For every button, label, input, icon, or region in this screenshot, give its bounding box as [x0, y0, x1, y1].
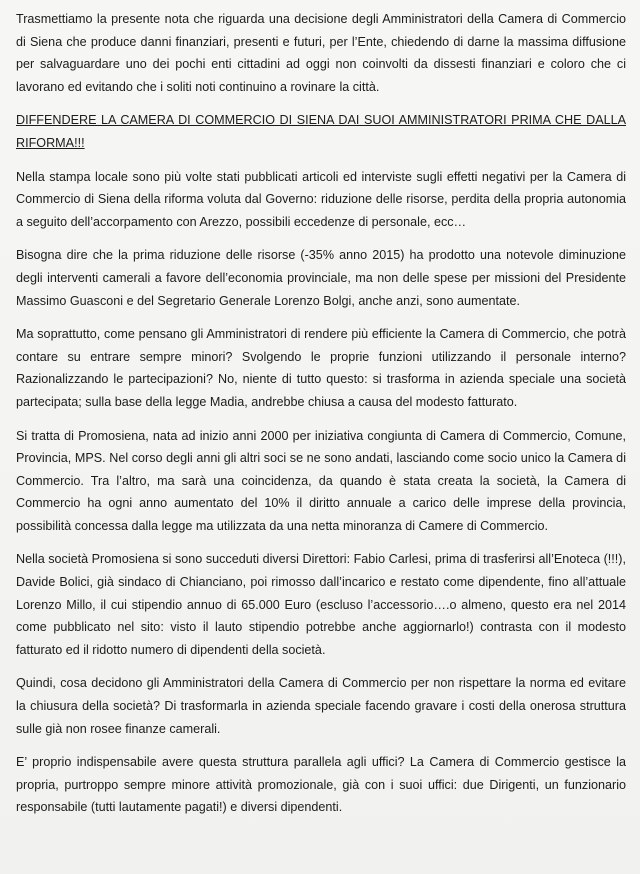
body-paragraph-2: Bisogna dire che la prima riduzione delle risorse (-35% anno 2015) ha prodotto una notevole diminuzione degli interventi camerali a favore dell’economia provinciale, ma non delle spese per missioni del Presidente Massimo Guasconi e del Segretario Generale Lorenzo Bolgi, anche anzi, sono aumentate. — [16, 248, 626, 308]
document-headline: DIFFENDERE LA CAMERA DI COMMERCIO DI SIENA DAI SUOI AMMINISTRATORI PRIMA CHE DALLA RIFORMA!!! — [16, 113, 626, 150]
body-paragraph-1: Nella stampa locale sono più volte stati pubblicati articoli ed interviste sugli effetti negativi per la Camera di Commercio di Siena della riforma voluta dal Governo: riduzione delle risorse, perdita della propria autonomia a seguito dell’accorpamento con Arezzo, possibili eccedenze di personale, ecc… — [16, 169, 626, 229]
body-paragraph-4: Si tratta di Promosiena, nata ad inizio anni 2000 per iniziativa congiunta di Camera di Commercio, Comune, Provincia, MPS. Nel corso degli anni gli altri soci se ne sono andati, lasciando come socio unico la Camera di Commercio. Tra l’altro, ma sarà una coincidenza, da quando è stata creata la società, la Camera di Commercio ha ogni anno aumentato del 10% il diritto annuale a carico delle imprese della provincia, possibilità concessa dalla legge ma utilizzata da una netta minoranza di Camere di Commercio. — [16, 428, 626, 533]
intro-paragraph: Trasmettiamo la presente nota che riguarda una decisione degli Amministratori della Camera di Commercio di Siena che produce danni finanziari, presenti e futuri, per l’Ente, chiedendo di darne la massima diffusione per salvaguardare uno dei pochi enti cittadini ad oggi non coinvolti da dissesti finanziari e coloro che ci lavorano ed evitando che i soliti noti continuino a rovinare la città. — [16, 12, 626, 94]
body-paragraph-7: E’ proprio indispensabile avere questa struttura parallela agli uffici? La Camera di Commercio gestisce la propria, purtroppo sempre minore attività promozionale, già con i suoi uffici: due Dirigenti, un funzionario responsabile (tutti lautamente pagati!) e diversi dipendenti. — [16, 755, 626, 815]
body-paragraph-6: Quindi, cosa decidono gli Amministratori della Camera di Commercio per non rispettare la norma ed evitare la chiusura della società? Di trasformarla in azienda speciale facendo gravare i costi della onerosa struttura sulle già non rosee finanze camerali. — [16, 676, 626, 736]
body-paragraph-3: Ma soprattutto, come pensano gli Amministratori di rendere più efficiente la Camera di Commercio, che potrà contare su entrare sempre minori? Svolgendo le proprie funzioni utilizzando il personale interno? Razionalizzando le partecipazioni? No, niente di tutto questo: si trasforma in azienda speciale una società partecipata; sulla base della legge Madia, andrebbe chiusa a causa del modesto fatturato. — [16, 327, 626, 409]
body-paragraph-5: Nella società Promosiena si sono succeduti diversi Direttori: Fabio Carlesi, prima di trasferirsi all’Enoteca (!!!), Davide Bolici, già sindaco di Chianciano, poi rimosso dall’incarico e restato come dipendente, fino all’attuale Lorenzo Millo, il cui stipendio annuo di 65.000 Euro (escluso l’accessorio….o almeno, questo era nel 2014 come pubblicato nel sito: visto il lauto stipendio potrebbe anche aggiornarlo!) contrasta con il modesto fatturato ed il ridotto numero di dipendenti della società. — [16, 552, 626, 657]
